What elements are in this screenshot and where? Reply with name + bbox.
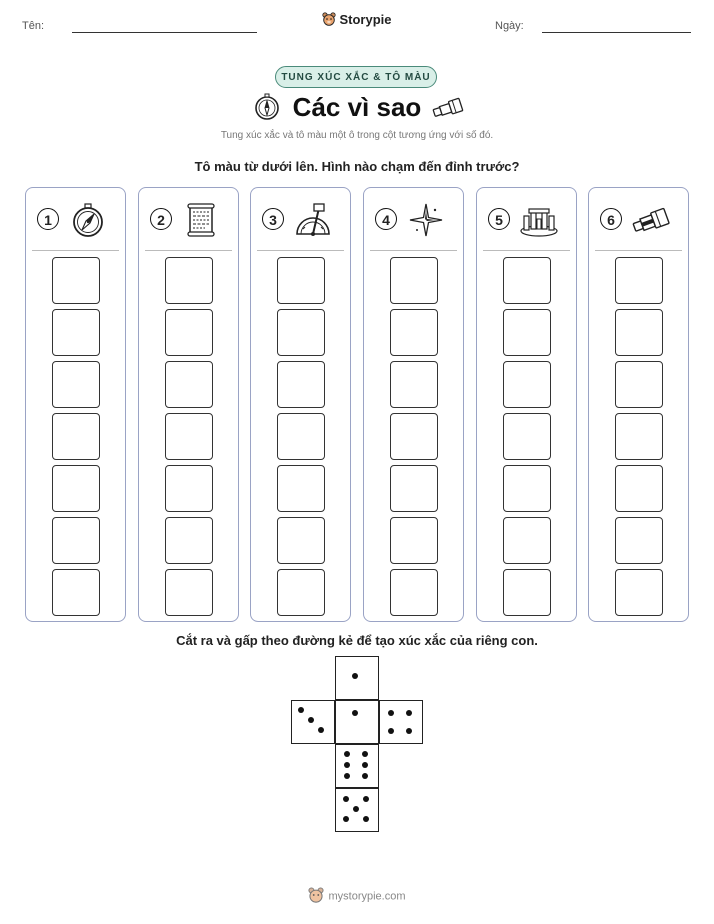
- column-number: 5: [488, 208, 510, 230]
- column-divider: [370, 250, 457, 251]
- die-pip: [298, 707, 304, 713]
- die-pip: [406, 728, 412, 734]
- color-box[interactable]: [390, 309, 438, 356]
- color-box[interactable]: [390, 569, 438, 616]
- die-face-1: [335, 656, 379, 700]
- column-2: [138, 187, 239, 622]
- color-box[interactable]: [277, 465, 325, 512]
- instruction-heading: Tô màu từ dưới lên. Hình nào chạm đến đỉnh trước?: [194, 159, 520, 174]
- die-pip: [362, 751, 368, 757]
- color-box[interactable]: [165, 257, 213, 304]
- color-box[interactable]: [52, 257, 100, 304]
- stonehenge-icon: [519, 202, 559, 243]
- column-3: [250, 187, 351, 622]
- color-box[interactable]: [52, 517, 100, 564]
- color-box[interactable]: [615, 257, 663, 304]
- date-label: Ngày:: [495, 20, 524, 32]
- color-box[interactable]: [503, 257, 551, 304]
- die-pip: [363, 796, 369, 802]
- telescope-icon: [631, 202, 673, 243]
- brand-name: Storypie: [339, 12, 392, 27]
- brand-logo: [0, 12, 714, 29]
- die-pip: [344, 762, 350, 768]
- column-number: 4: [375, 208, 397, 230]
- color-box[interactable]: [390, 517, 438, 564]
- color-box[interactable]: [165, 517, 213, 564]
- die-pip: [362, 762, 368, 768]
- column-6: [588, 187, 689, 622]
- column-number: 1: [37, 208, 59, 230]
- column-5: [476, 187, 577, 622]
- footer-url[interactable]: mystorypie.com: [328, 890, 406, 903]
- bear-logo-icon: [308, 887, 324, 906]
- compass-icon: [70, 202, 106, 243]
- column-divider: [145, 250, 232, 251]
- column-number: 2: [150, 208, 172, 230]
- die-face-5: [335, 788, 379, 832]
- die-pip: [344, 751, 350, 757]
- column-1: [25, 187, 126, 622]
- color-box[interactable]: [615, 413, 663, 460]
- color-box[interactable]: [503, 569, 551, 616]
- page-title: Các vì sao: [292, 92, 422, 122]
- column-divider: [595, 250, 682, 251]
- color-box[interactable]: [52, 569, 100, 616]
- color-box[interactable]: [503, 413, 551, 460]
- star-icon: [408, 202, 444, 243]
- column-number: 6: [600, 208, 622, 230]
- color-box[interactable]: [503, 361, 551, 408]
- column-divider: [483, 250, 570, 251]
- color-box[interactable]: [503, 309, 551, 356]
- die-pip: [352, 710, 358, 716]
- color-box[interactable]: [277, 361, 325, 408]
- column-4: [363, 187, 464, 622]
- die-face-3: [291, 700, 335, 744]
- die-pip: [406, 710, 412, 716]
- color-box[interactable]: [165, 413, 213, 460]
- color-box[interactable]: [52, 309, 100, 356]
- name-line[interactable]: [72, 32, 257, 33]
- scroll-map-icon: [183, 202, 219, 243]
- color-box[interactable]: [390, 413, 438, 460]
- color-box[interactable]: [52, 361, 100, 408]
- color-box[interactable]: [503, 517, 551, 564]
- footer: [0, 887, 714, 906]
- color-box[interactable]: [615, 517, 663, 564]
- telescope-title-icon: [431, 96, 465, 123]
- color-box[interactable]: [390, 361, 438, 408]
- color-box[interactable]: [165, 361, 213, 408]
- die-pip: [352, 673, 358, 679]
- column-divider: [32, 250, 119, 251]
- die-face-6: [335, 744, 379, 788]
- die-pip: [344, 773, 350, 779]
- color-box[interactable]: [615, 569, 663, 616]
- color-box[interactable]: [165, 309, 213, 356]
- bear-logo-icon: [322, 12, 336, 29]
- color-box[interactable]: [390, 465, 438, 512]
- color-box[interactable]: [615, 361, 663, 408]
- color-box[interactable]: [277, 413, 325, 460]
- die-face-1: [335, 700, 379, 744]
- color-box[interactable]: [390, 257, 438, 304]
- die-pip: [388, 728, 394, 734]
- color-box[interactable]: [277, 257, 325, 304]
- column-number: 3: [262, 208, 284, 230]
- color-box[interactable]: [615, 465, 663, 512]
- die-pip: [363, 816, 369, 822]
- column-divider: [257, 250, 344, 251]
- color-box[interactable]: [52, 413, 100, 460]
- subtitle: Tung xúc xắc và tô màu một ô trong cột tương ứng với số đó.: [220, 130, 494, 141]
- color-box[interactable]: [165, 465, 213, 512]
- die-pip: [343, 796, 349, 802]
- date-line[interactable]: [542, 32, 691, 33]
- die-pip: [308, 717, 314, 723]
- color-box[interactable]: [277, 309, 325, 356]
- color-box[interactable]: [165, 569, 213, 616]
- color-box[interactable]: [52, 465, 100, 512]
- die-pip: [353, 806, 359, 812]
- color-box[interactable]: [277, 569, 325, 616]
- sextant-icon: [293, 202, 333, 243]
- color-box[interactable]: [503, 465, 551, 512]
- cut-instruction-heading: Cắt ra và gấp theo đường kẻ để tạo xúc xắc của riêng con.: [176, 633, 538, 648]
- die-face-4: [379, 700, 423, 744]
- name-label: Tên:: [22, 20, 45, 32]
- die-pip: [362, 773, 368, 779]
- activity-badge: TUNG XÚC XẮC & TÔ MÀU: [275, 66, 437, 88]
- die-pip: [318, 727, 324, 733]
- color-box[interactable]: [615, 309, 663, 356]
- die-pip: [343, 816, 349, 822]
- die-pip: [388, 710, 394, 716]
- color-box[interactable]: [277, 517, 325, 564]
